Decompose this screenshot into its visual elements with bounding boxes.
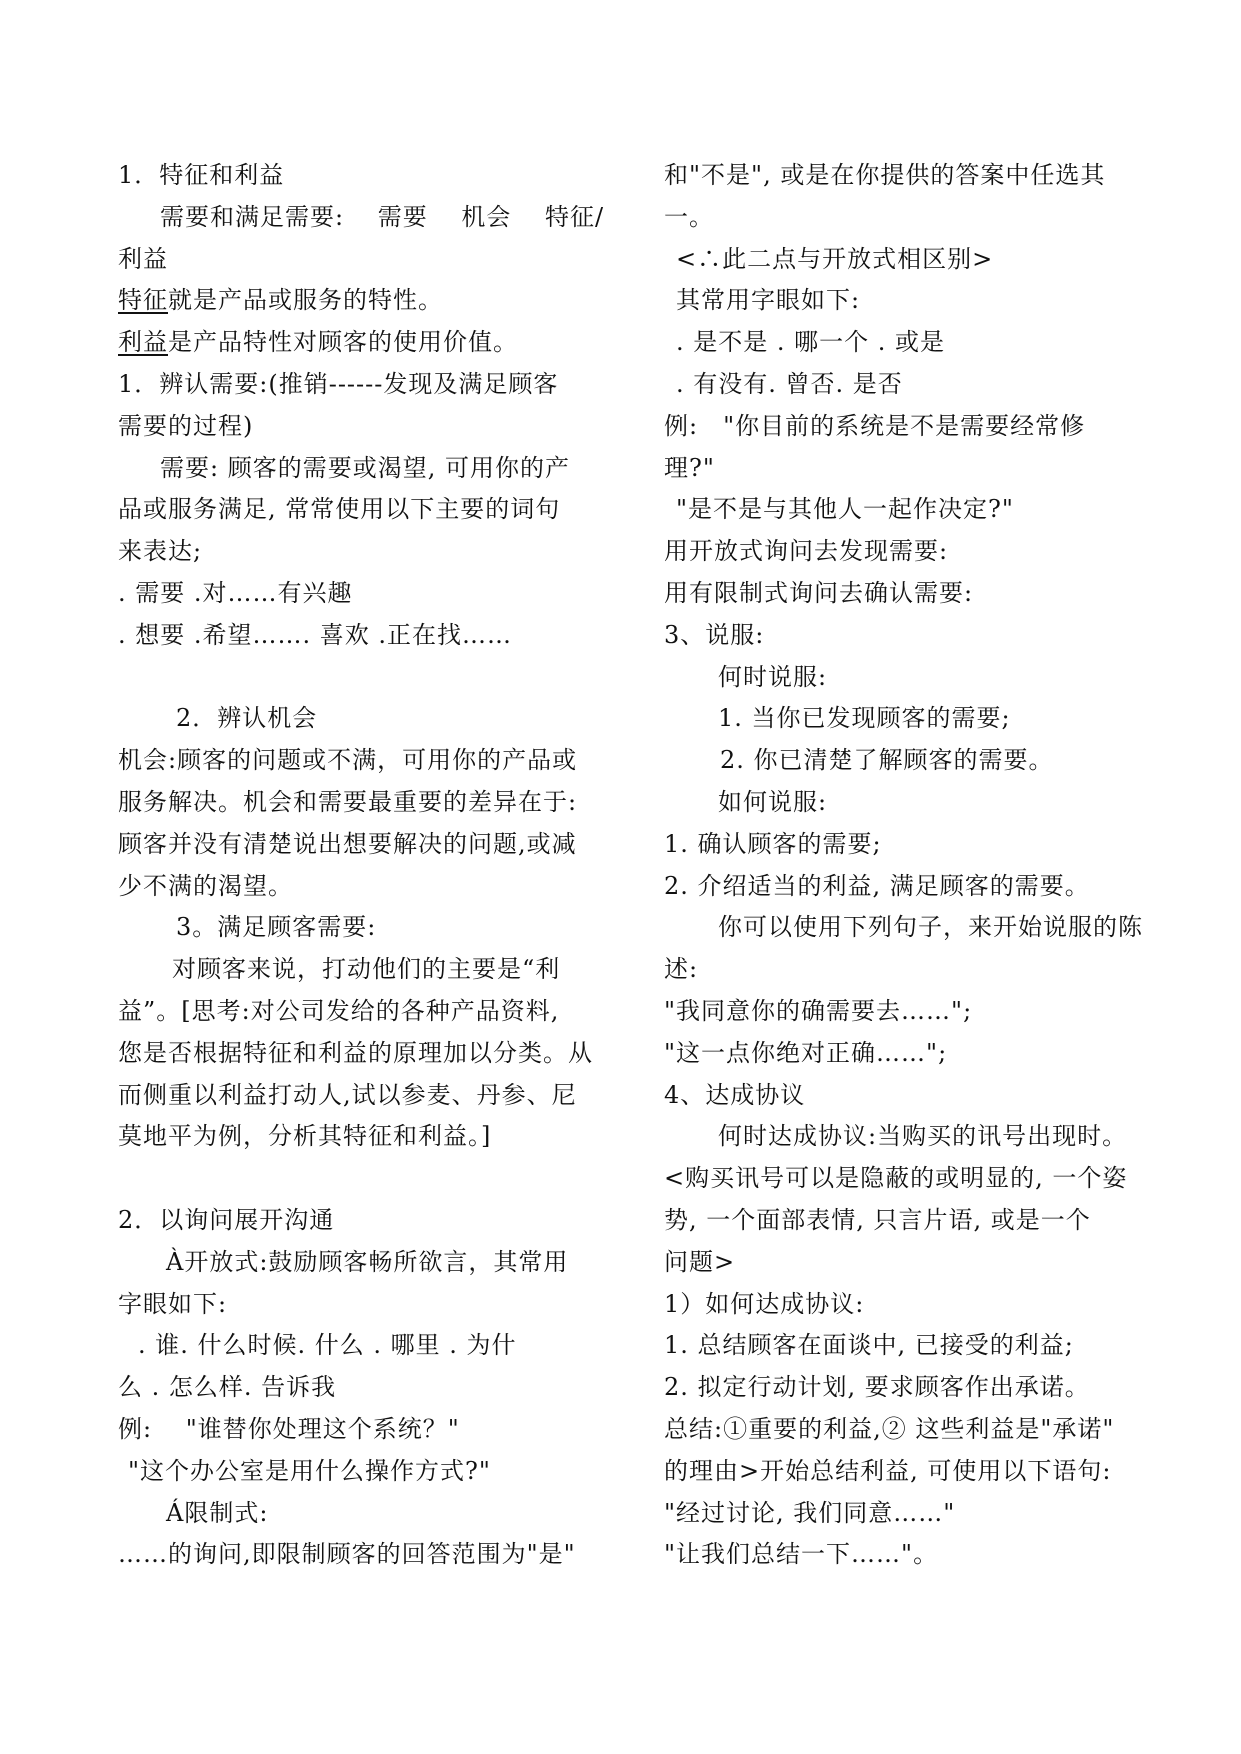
text-line — [664, 1284, 1204, 1326]
text-line — [118, 615, 638, 657]
text-line — [118, 239, 638, 281]
text-line — [118, 531, 638, 573]
text-line — [118, 949, 638, 991]
text-line — [118, 1534, 638, 1576]
text-line — [118, 197, 638, 239]
text-line — [118, 782, 638, 824]
text-line — [664, 824, 1204, 866]
text-line — [118, 1325, 638, 1367]
line-text: . 想要 .希望……. 喜欢 .正在找…… — [118, 620, 513, 649]
text-line — [664, 1075, 1204, 1117]
text-line — [664, 239, 1204, 281]
line-text: 述: — [664, 955, 699, 984]
line-text: 理?" — [664, 453, 715, 482]
text-line — [664, 489, 1204, 531]
line-text: 字眼如下: — [118, 1289, 228, 1318]
line-text: 的理由>开始总结利益, 可使用以下语句: — [664, 1456, 1112, 1485]
line-text: 2．辨认机会 — [176, 704, 318, 733]
text-line — [664, 1242, 1204, 1284]
line-text: 服务解决。机会和需要最重要的差异在于: — [118, 787, 578, 816]
text-line — [118, 824, 638, 866]
line-text: 利益 — [118, 244, 168, 273]
line-text: 益”。[思考:对公司发给的各种产品资料, — [118, 996, 560, 1025]
text-line — [664, 364, 1204, 406]
line-text: 1. 当你已发现顾客的需要; — [718, 704, 1011, 733]
line-text: 对顾客来说，打动他们的主要是“利 — [172, 955, 561, 984]
line-text: "让我们总结一下……"。 — [664, 1540, 939, 1569]
line-text: 1. 总结顾客在面谈中, 已接受的利益; — [664, 1331, 1074, 1360]
line-text: 需要和满足需要: 需要 机会 特征/ — [160, 202, 605, 231]
text-line — [118, 1033, 638, 1075]
line-text: <购买讯号可以是隐蔽的或明显的, 一个姿 — [664, 1164, 1128, 1193]
line-text: 其常用字眼如下: — [676, 286, 861, 315]
line-text: 品或服务满足, 常常使用以下主要的词句 — [118, 495, 561, 524]
text-line — [118, 1284, 638, 1326]
text-line — [118, 1367, 638, 1409]
line-text: 何时达成协议:当购买的讯号出现时。 — [718, 1122, 1128, 1151]
line-text: 总结:①重要的利益,② 这些利益是"承诺" — [664, 1414, 1115, 1443]
text-line — [118, 1200, 638, 1242]
text-line — [664, 657, 1204, 699]
line-text: ……的询问,即限制顾客的回答范围为"是" — [118, 1540, 576, 1569]
text-line — [664, 866, 1204, 908]
line-text: 问题> — [664, 1247, 736, 1276]
text-line — [664, 949, 1204, 991]
line-text: 来表达; — [118, 537, 203, 566]
text-line — [664, 907, 1204, 949]
line-text: 如何说服: — [718, 787, 828, 816]
line-text: 3、说服: — [664, 620, 765, 649]
line-text: 3。满足顾客需要: — [176, 913, 377, 942]
text-line — [118, 866, 638, 908]
line-text: 2. 拟定行动计划, 要求顾客作出承诺。 — [664, 1373, 1090, 1402]
text-line — [664, 448, 1204, 490]
line-text: 势, 一个面部表情, 只言片语, 或是一个 — [664, 1205, 1091, 1234]
text-line — [664, 615, 1204, 657]
line-text: 你可以使用下列句子，来开始说服的陈 — [718, 913, 1143, 942]
line-text: "这个办公室是用什么操作方式?" — [128, 1456, 491, 1485]
text-line — [664, 197, 1204, 239]
text-line — [664, 991, 1204, 1033]
line-text: "是不是与其他人一起作决定?" — [676, 495, 1014, 524]
line-text: 需要的过程) — [118, 411, 254, 440]
left-column — [118, 155, 638, 1576]
line-text: 用有限制式询问去确认需要: — [664, 578, 974, 607]
text-line — [118, 1075, 638, 1117]
line-text: À开放式:鼓励顾客畅所欲言，其常用 — [166, 1247, 569, 1276]
line-text: 就是产品或服务的特性。 — [168, 286, 443, 315]
line-text: . 需要 .对……有兴趣 — [118, 578, 353, 607]
text-line — [664, 1493, 1204, 1535]
text-line — [118, 698, 638, 740]
line-text: 1．辨认需要:(推销------发现及满足顾客 — [118, 369, 559, 398]
line-text: 而侧重以利益打动人,试以参麦、丹参、尼 — [118, 1080, 577, 1109]
line-text: . 谁. 什么时候. 什么 . 哪里 . 为什 — [138, 1331, 517, 1360]
text-line — [664, 1158, 1204, 1200]
line-text: 和"不是", 或是在你提供的答案中任选其 — [664, 161, 1106, 189]
line-text: 莫地平为例，分析其特征和利益。] — [118, 1122, 492, 1151]
text-line — [118, 406, 638, 448]
line-text: 1．特征和利益 — [118, 161, 285, 189]
text-line — [664, 573, 1204, 615]
line-text: 一。 — [664, 202, 714, 231]
text-line — [118, 573, 638, 615]
text-line — [664, 322, 1204, 364]
text-line — [664, 280, 1204, 322]
line-text: . 有没有. 曾否. 是否 — [676, 369, 903, 398]
line-text: "经过讨论, 我们同意……" — [664, 1498, 956, 1527]
text-line — [664, 1534, 1204, 1576]
text-line — [118, 448, 638, 490]
text-line — [118, 364, 638, 406]
line-text: 2. 你已清楚了解顾客的需要。 — [720, 746, 1054, 775]
underlined-term: 利益 — [118, 328, 168, 357]
line-text: 例: "你目前的系统是不是需要经常修 — [664, 411, 1086, 440]
line-text: 机会:顾客的问题或不满，可用你的产品或 — [118, 746, 578, 775]
line-text: 需要: 顾客的需要或渴望, 可用你的产 — [160, 453, 570, 482]
line-text: 4、达成协议 — [664, 1080, 806, 1109]
line-text: 2．以询问展开沟通 — [118, 1205, 335, 1234]
text-line — [118, 155, 638, 197]
line-text: 用开放式询问去发现需要: — [664, 537, 949, 566]
text-line — [664, 782, 1204, 824]
text-line — [664, 1409, 1204, 1451]
line-text: 何时说服: — [718, 662, 828, 691]
line-text: Á限制式: — [166, 1498, 269, 1527]
text-line — [664, 531, 1204, 573]
text-line — [118, 322, 638, 364]
text-line — [118, 1493, 638, 1535]
text-line — [664, 1325, 1204, 1367]
text-line — [118, 740, 638, 782]
text-line — [664, 155, 1204, 197]
text-line — [118, 489, 638, 531]
underlined-term: 特征 — [118, 286, 168, 315]
text-line — [664, 698, 1204, 740]
line-text: "这一点你绝对正确……"; — [664, 1038, 948, 1067]
text-line — [664, 1367, 1204, 1409]
line-text: 例: "谁替你处理这个系统？" — [118, 1414, 460, 1443]
text-line — [118, 991, 638, 1033]
text-line — [118, 1409, 638, 1451]
text-line — [118, 1116, 638, 1158]
text-line — [664, 1200, 1204, 1242]
line-text: 2. 介绍适当的利益, 满足顾客的需要。 — [664, 871, 1090, 900]
line-text: 1. 确认顾客的需要; — [664, 829, 882, 858]
text-line — [118, 1451, 638, 1493]
text-line — [664, 1451, 1204, 1493]
line-text: <∴此二点与开放式相区别> — [676, 244, 994, 273]
blank-line — [118, 1158, 638, 1200]
line-text: . 是不是 . 哪一个 . 或是 — [676, 328, 946, 357]
line-text: 顾客并没有清楚说出想要解决的问题,或减 — [118, 829, 577, 858]
line-text: 您是否根据特征和利益的原理加以分类。从 — [118, 1038, 593, 1067]
blank-line — [118, 657, 638, 699]
text-line — [118, 280, 638, 322]
text-line — [664, 1116, 1204, 1158]
line-text: 1）如何达成协议: — [664, 1289, 865, 1318]
right-column — [664, 155, 1204, 1576]
text-line — [664, 740, 1204, 782]
line-text: 少不满的渴望。 — [118, 871, 293, 900]
line-text: 是产品特性对顾客的使用价值。 — [168, 328, 518, 357]
text-line — [118, 907, 638, 949]
line-text: "我同意你的确需要去……"; — [664, 996, 973, 1025]
text-line — [118, 1242, 638, 1284]
text-line — [664, 1033, 1204, 1075]
line-text: 么 . 怎么样. 告诉我 — [118, 1373, 337, 1402]
text-line — [664, 406, 1204, 448]
